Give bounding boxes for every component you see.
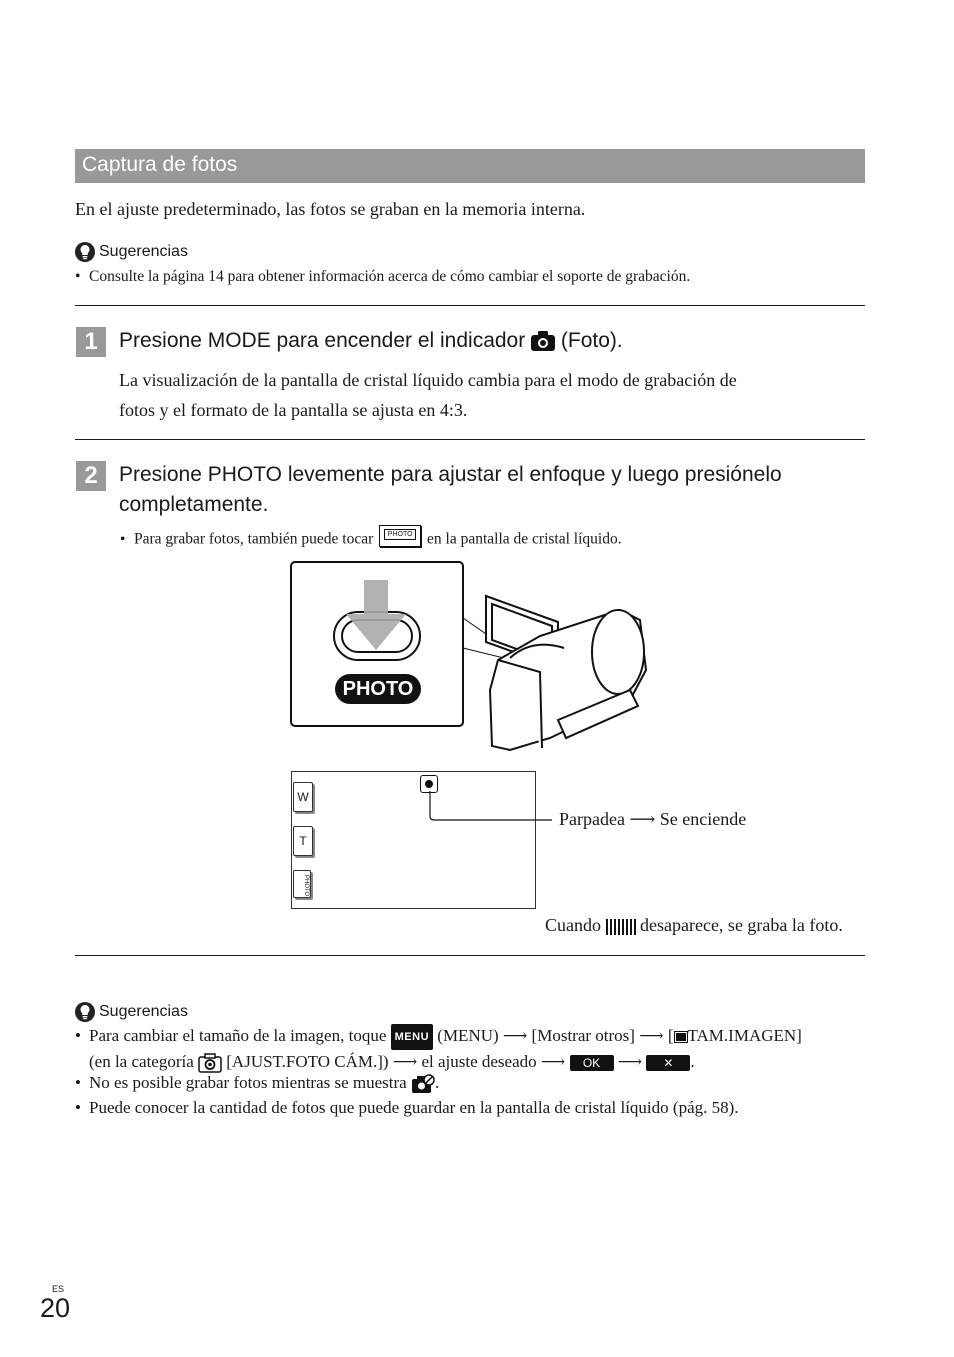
tips-heading — [74, 1001, 188, 1023]
callout-before: Parpadea — [559, 809, 625, 829]
camera-illustration — [290, 560, 660, 760]
arrow-right-icon: ⟶ — [639, 1026, 664, 1045]
tips2-item1-part5: TAM.IMAGEN] — [687, 1026, 802, 1045]
step2-note: • Para grabar fotos, también puede tocar PHOTO en la pantalla de cristal líquido. — [120, 529, 622, 551]
step-number: 1 — [76, 327, 106, 357]
arrow-right-icon: ⟶ — [617, 1052, 643, 1072]
tips2-item1-part1: Para cambiar el tamaño de la imagen, toque — [89, 1026, 387, 1045]
photo-label: PHOTO — [335, 674, 421, 704]
camera-recording-disabled-icon — [411, 1074, 435, 1094]
callout-after: Se enciende — [659, 809, 747, 829]
tips1-item: • Consulte la página 14 para obtener información acerca de cómo cambiar el soporte de grabación. — [75, 268, 691, 285]
arrow-right-icon: ⟶ — [540, 1052, 566, 1072]
step1-title-before: Presione MODE para encender el indicador — [119, 329, 526, 352]
recording-bars-icon — [606, 919, 636, 935]
tips2-item1-line2-part3: el ajuste deseado — [421, 1052, 537, 1072]
caption-before: Cuando — [545, 915, 601, 935]
step1-title — [119, 326, 623, 356]
lightbulb-icon — [74, 1001, 96, 1023]
image-size-icon — [674, 1031, 688, 1043]
intro-text: En el ajuste predeterminado, las fotos se graban en la memoria interna. — [75, 199, 586, 219]
close-button-icon: ✕ — [646, 1055, 690, 1071]
lightbulb-icon — [74, 241, 96, 263]
tips-heading — [74, 241, 188, 263]
arrow-right-icon: ⟶ — [629, 809, 656, 829]
tips2-item2: • No es posible grabar fotos mientras se muestra . — [75, 1073, 439, 1094]
tips2-item1-part4: [ — [667, 1026, 674, 1045]
divider — [75, 439, 865, 440]
menu-button-icon: MENU — [391, 1024, 433, 1050]
zoom-w-button: W — [293, 782, 313, 812]
tips2-item3: • Puede conocer la cantidad de fotos que puede guardar en la pantalla de cristal líquido (pág. 58). — [75, 1098, 739, 1117]
section-header-bar — [75, 149, 865, 183]
callout-line — [428, 790, 558, 822]
tips-heading-label: Sugerencias — [99, 1003, 188, 1020]
arrow-right-icon: ⟶ — [392, 1052, 418, 1072]
caption-after: desaparece, se graba la foto. — [640, 915, 843, 935]
camera-settings-icon — [198, 1053, 222, 1073]
illustration-caption — [545, 915, 843, 936]
tips-heading-label: Sugerencias — [99, 243, 188, 260]
step1-body-line2: fotos y el formato de la pantalla se ajusta en 4:3. — [119, 400, 468, 420]
step-number: 2 — [76, 461, 106, 491]
tips2-item1-part2: (MENU) — [437, 1026, 499, 1045]
zoom-t-button: T — [293, 826, 313, 856]
arrow-right-icon: ⟶ — [502, 1026, 528, 1045]
step2-note-before: Para grabar fotos, también puede tocar — [134, 530, 374, 548]
divider — [75, 955, 865, 956]
step1-title-after: (Foto). — [560, 329, 623, 352]
callout-text — [559, 809, 746, 830]
divider — [75, 305, 865, 306]
camera-icon — [531, 331, 555, 351]
step2-note-after: en la pantalla de cristal líquido. — [427, 530, 622, 548]
photo-button-icon-label: PHOTO — [384, 529, 416, 540]
tips2-item1: • Para cambiar el tamaño de la imagen, toque MENU (MENU) ⟶ [Mostrar otros] ⟶ [ TAM.IMAGEN] (en la categoría [AJUST.FOTO CÁM.]) ⟶ el ajuste deseado ⟶ OK ⟶ ✕ . — [75, 1024, 802, 1074]
step2-title-line2: completamente. — [119, 493, 269, 516]
step1-body-line1: La visualización de la pantalla de cristal líquido cambia para el modo de grabación de — [119, 370, 737, 390]
tips2-item1-line2-part2: [AJUST.FOTO CÁM.]) — [226, 1052, 389, 1072]
tips2-item1-line2-part1: (en la categoría — [89, 1052, 194, 1072]
tips2-item1-part3: [Mostrar otros] — [531, 1026, 635, 1045]
section-title: Captura de fotos — [82, 153, 238, 176]
step2-title-line1: Presione PHOTO levemente para ajustar el enfoque y luego presiónelo — [119, 463, 782, 486]
ok-button-icon: OK — [570, 1055, 614, 1071]
tips2-item3-text: Puede conocer la cantidad de fotos que puede guardar en la pantalla de cristal líquido (pág. 58). — [89, 1098, 739, 1117]
step1-body — [119, 365, 737, 425]
page-number: 20 — [40, 1293, 71, 1323]
photo-touch-button: PHOTO — [293, 870, 311, 898]
tips1-item-text: Consulte la página 14 para obtener información acerca de cómo cambiar el soporte de grabación. — [89, 268, 691, 285]
photo-button-icon — [379, 525, 421, 547]
tips2-item2-text: No es posible grabar fotos mientras se muestra — [89, 1073, 407, 1092]
step2-title — [119, 460, 782, 520]
language-code: ES — [52, 1284, 65, 1294]
